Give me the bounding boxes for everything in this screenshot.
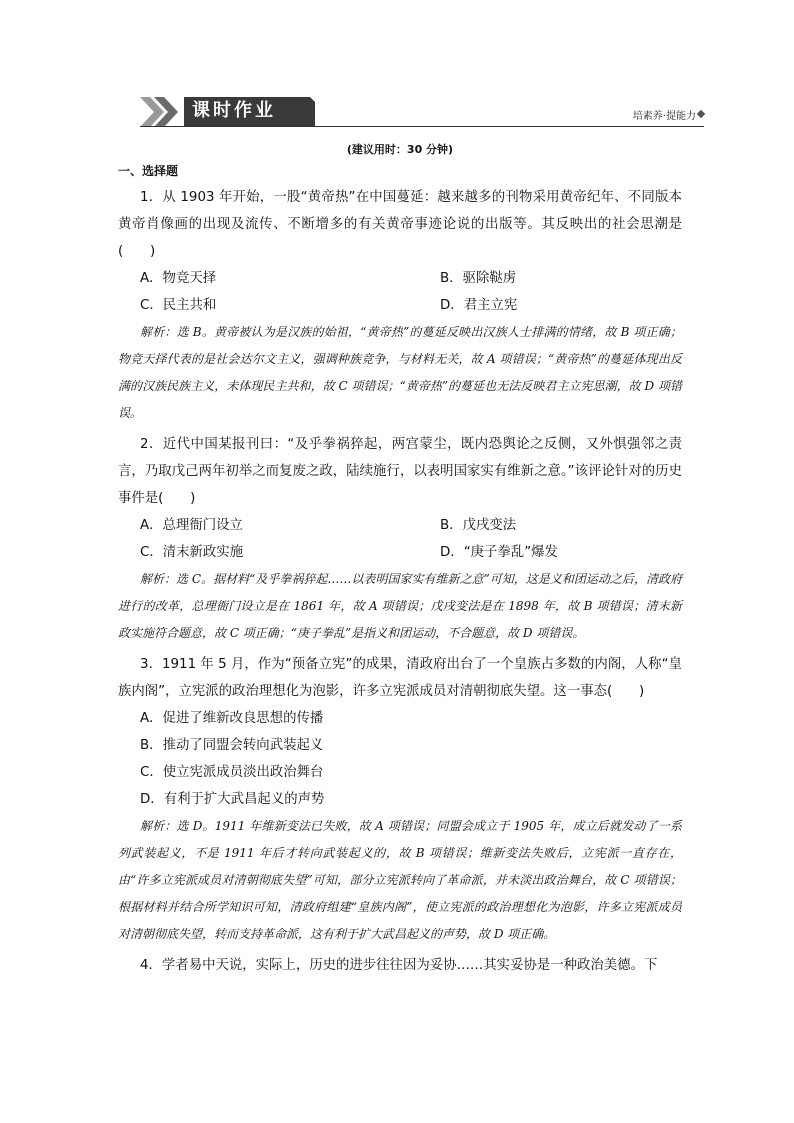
answer-analysis: 解析：选 D。1911 年维新变法已失败，故 A 项错误；同盟会成立于 1905 年，成立后就发动了一系列武装起义，不是 1911 年后才转向武装起义的，故 B 项错误；维新变法失败后，立宪派一直存在，由“许多立宪派成员对清朝彻底失望”可知，部分立宪派转向了革命派，并未淡出政治舞台，故 C 项错误；根据材料并结合所学知识可知，清政府组建“皇族内阁”，使立宪派的政治理想化为泡影，许多立宪派成员对清朝彻底失望，转而支持革命派，这有利于扩大武昌起义的声势，故 D 项正确。 <box>118 819 682 941</box>
option-a[interactable]: A．促进了维新改良思想的传播 <box>140 711 324 726</box>
header-tagline: 培素养·提能力 <box>632 111 696 122</box>
question-3 <box>118 651 682 948</box>
diamond-icon <box>697 110 705 118</box>
option-d[interactable]: D．“庚子拳乱”爆发 <box>440 545 558 560</box>
question-1 <box>118 184 682 427</box>
worksheet-content <box>118 140 682 979</box>
option-b[interactable]: B．戊戌变法 <box>440 518 517 533</box>
question-stem: 1．从 1903 年开始，一股“黄帝热”在中国蔓延：越来越多的刊物采用黄帝纪年、不同版本黄帝肖像画的出现及流传、不断增多的有关黄帝事迹论说的出版等。其反映出的社会思潮是( ) <box>118 190 682 259</box>
question-stem: 3．1911 年 5 月，作为“预备立宪”的成果，清政府出台了一个皇族占多数的内阁，人称“皇族内阁”，立宪派的政治理想化为泡影，许多立宪派成员对清朝彻底失望。这一事态( ) <box>118 657 682 699</box>
option-b[interactable]: B．推动了同盟会转向武装起义 <box>140 738 324 753</box>
suggested-time-note: (建议用时：30 分钟) <box>346 143 454 156</box>
header-banner <box>140 97 704 127</box>
section-title: 一、选择题 <box>118 164 179 178</box>
option-group <box>118 512 682 566</box>
option-a[interactable]: A．物竞天择 <box>140 271 217 286</box>
option-c[interactable]: C．清末新政实施 <box>140 545 244 560</box>
question-4 <box>118 952 682 979</box>
question-2 <box>118 431 682 647</box>
option-a[interactable]: A．总理衙门设立 <box>140 518 243 533</box>
option-group <box>118 265 682 319</box>
question-stem: 2．近代中国某报刊曰：“及乎拳祸猝起，两宫蒙尘，既内恐舆论之反侧，又外惧强邻之责言，乃取戊己两年初举之而复废之政，陆续施行，以表明国家实有维新之意。”该评论针对的历史事件是( ) <box>118 437 682 506</box>
option-d[interactable]: D．有利于扩大武昌起义的声势 <box>140 792 325 807</box>
answer-analysis: 解析：选 B。黄帝被认为是汉族的始祖，“黄帝热”的蔓延反映出汉族人士排满的情绪，故 B 项正确；物竞天择代表的是社会达尔文主义，强调种族竞争，与材料无关，故 A 项错误；“黄帝热”的蔓延体现出反满的汉族民族主义，未体现民主共和，故 C 项错误；“黄帝热”的蔓延也无法反映君主立宪思潮，故 D 项错误。 <box>118 325 682 420</box>
banner-title: 课时作业 <box>192 100 276 121</box>
option-b[interactable]: B．驱除鞑虏 <box>440 271 517 286</box>
question-stem: 4．学者易中天说，实际上，历史的进步往往因为妥协……其实妥协是一种政治美德。下 <box>140 958 658 973</box>
option-c[interactable]: C．民主共和 <box>140 298 217 313</box>
header-divider <box>140 126 704 127</box>
option-d[interactable]: D．君主立宪 <box>440 298 518 313</box>
answer-analysis: 解析：选 C。据材料“及乎拳祸猝起……以表明国家实有维新之意”可知，这是义和团运动之后，清政府进行的改革，总理衙门设立是在 1861 年，故 A 项错误；戊戌变法是在 1898 年，故 B 项错误；清末新政实施符合题意，故 C 项正确；“庚子拳乱”是指义和团运动，不合题意，故 D 项错误。 <box>118 572 682 640</box>
option-c[interactable]: C．使立宪派成员淡出政治舞台 <box>140 765 324 780</box>
option-group <box>118 705 682 813</box>
